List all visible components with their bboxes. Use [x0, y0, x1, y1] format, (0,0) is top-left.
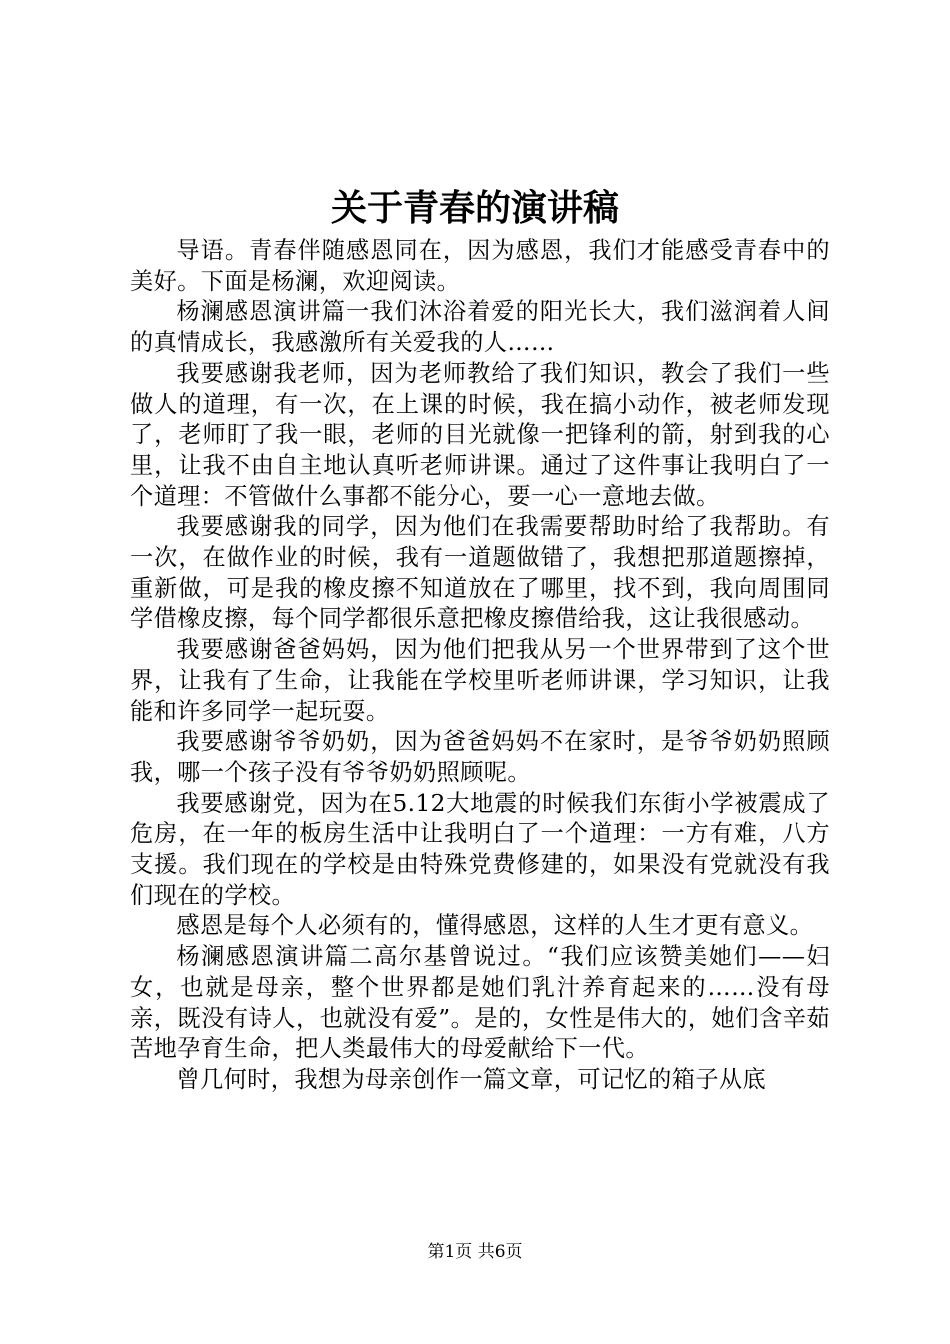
paragraph: 我要感谢爷爷奶奶，因为爸爸妈妈不在家时，是爷爷奶奶照顾我，哪一个孩子没有爷爷奶奶照顾呢。 — [130, 728, 830, 786]
document-title: 关于青春的演讲稿 — [330, 187, 619, 229]
paragraph: 杨澜感恩演讲篇一我们沐浴着爱的阳光长大，我们滋润着人间的真情成长，我感激所有关爱我的人…… — [130, 298, 830, 357]
paragraph: 我要感谢我的同学，因为他们在我需要帮助时给了我帮助。有一次，在做作业的时候，我有一道题做错了，我想把那道题擦掉，重新做，可是我的橡皮擦不知道放在了哪里，找不到，我向周围同学借橡皮擦，每个同学都很乐意把橡皮擦借给我，这让我很感动。 — [130, 513, 830, 633]
paragraph: 我要感谢我老师，因为老师教给了我们知识，教会了我们一些做人的道理，有一次，在上课的时候，我在搞小动作，被老师发现了，老师盯了我一眼，老师的目光就像一把锋利的箭，射到我的心里，让我不由自主地认真听老师讲课。通过了这件事让我明白了一个道理：不管做什么事都不能分心，要一心一意地去做。 — [130, 359, 830, 510]
paragraph: 我要感谢爸爸妈妈，因为他们把我从另一个世界带到了这个世界，让我有了生命，让我能在学校里听老师讲课，学习知识，让我能和许多同学一起玩耍。 — [130, 636, 830, 725]
page-number-footer: 第1页 共6页 — [427, 1242, 523, 1262]
paragraph: 杨澜感恩演讲篇二高尔基曾说过。“我们应该赞美她们——妇女，也就是母亲，整个世界都是她们乳汁养育起来的……没有母亲，既没有诗人，也就没有爱”。是的，女性是伟大的，她们含辛茹苦地孕育生命，把人类最伟大的母爱献给下一代。 — [130, 943, 830, 1063]
document-body — [130, 236, 830, 1096]
paragraph: 感恩是每个人必须有的，懂得感恩，这样的人生才更有意义。 — [176, 912, 814, 940]
paragraph: 导语。青春伴随感恩同在，因为感恩，我们才能感受青春中的美好。下面是杨澜，欢迎阅读。 — [130, 237, 830, 295]
paragraph: 我要感谢党，因为在5.12大地震的时候我们东街小学被震成了危房，在一年的板房生活中让我明白了一个道理：一方有难，八方支援。我们现在的学校是由特殊党费修建的，如果没有党就没有我们现在的学校。 — [130, 789, 830, 909]
paragraph: 曾几何时，我想为母亲创作一篇文章，可记忆的箱子从底 — [176, 1065, 767, 1093]
